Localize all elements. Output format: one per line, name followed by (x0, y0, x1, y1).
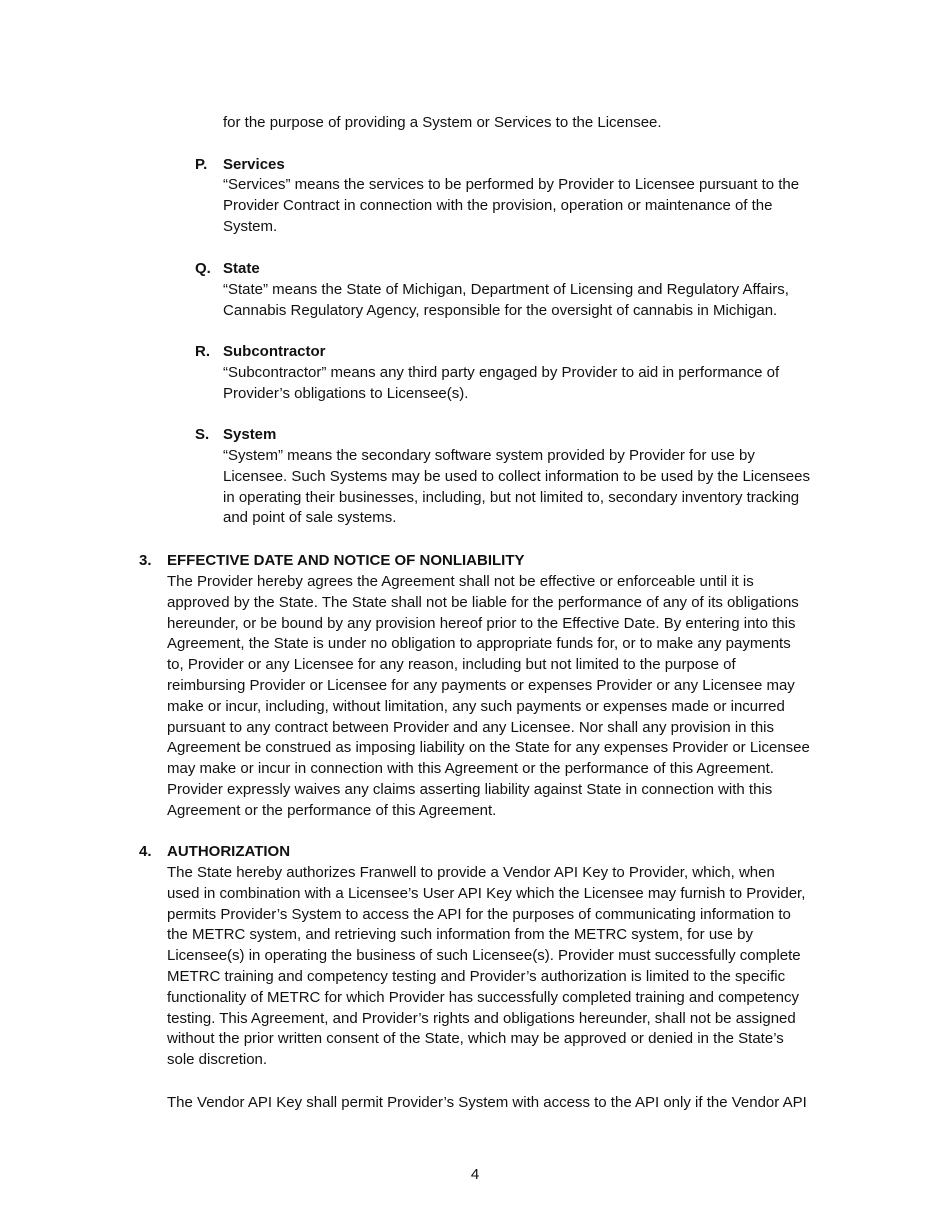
page-number: 4 (470, 1166, 480, 1183)
continuation-text: for the purpose of providing a System or Services to the Licensee. (223, 114, 662, 131)
section-paragraph: The Vendor API Key shall permit Provider’s System with access to the API only if the Vendor API (167, 1094, 807, 1111)
section-number: 3. (139, 552, 152, 569)
definition-marker: S. (195, 426, 210, 443)
definition-term: Services (223, 156, 285, 173)
section-title: EFFECTIVE DATE AND NOTICE OF NONLIABILITY (167, 552, 525, 569)
definition-term: Subcontractor (223, 343, 326, 360)
definition-marker: Q. (195, 260, 211, 277)
definition-term: System (223, 426, 277, 443)
section-paragraph: The State hereby authorizes Franwell to provide a Vendor API Key to Provider, which, when used in combination with a Licensee’s User API Key which the Licensee may furnish to Provider, permits Provider’s System to access the API for the purposes of communicating information to the METRC system, and retrieving such information from the METRC system, for use by Licensee(s) in operating the business of such Licensee(s). Provider must successfully complete METRC training and competency testing and Provider’s authorization is limited to the specific functionality of METRC for which Provider has successfully completed training and competency testing. This Agreement, and Provider’s rights and obligations hereunder, shall not be assigned without the prior written consent of the State, which may be approved or denied in the State’s sole discretion. (167, 864, 806, 1069)
definition-term: State (223, 260, 260, 277)
definition-text: “Services” means the services to be performed by Provider to Licensee pursuant to the Provider Contract in connection with the provision, operation or maintenance of the System. (223, 176, 800, 235)
definition-text: “Subcontractor” means any third party engaged by Provider to aid in performance of Provider’s obligations to Licensee(s). (223, 364, 780, 402)
definition-text: “State” means the State of Michigan, Department of Licensing and Regulatory Affairs, Cannabis Regulatory Agency, responsible for the oversight of cannabis in Michigan. (223, 281, 789, 319)
definition-text: “System” means the secondary software system provided by Provider for use by Licensee. Such Systems may be used to collect information to be used by the Licensees in operating their businesses, including, but not limited to, secondary inventory tracking and point of sale systems. (223, 447, 810, 527)
section-paragraph: The Provider hereby agrees the Agreement shall not be effective or enforceable until it is approved by the State. The State shall not be liable for the performance of any of its obligations hereunder, or be bound by any provision hereof prior to the Effective Date. By entering into this Agreement, the State is under no obligation to appropriate funds for, or to make any payments to, Provider or any Licensee for any reason, including but not limited to the purpose of reimbursing Provider or Licensee for any payments or expenses Provider or any Licensee may make or incur, including, without limitation, any such payments or expenses made or incurred pursuant to any contract between Provider and any Licensee. Nor shall any provision in this Agreement be construed as imposing liability on the State for any expenses Provider or Licensee may make or incur in connection with this Agreement or the performance of this Agreement. Provider expressly waives any claims asserting liability against State in connection with this Agreement or the performance of this Agreement. (167, 573, 810, 819)
definition-marker: R. (195, 343, 210, 360)
section-title: AUTHORIZATION (167, 843, 291, 860)
definition-marker: P. (195, 156, 208, 173)
section-number: 4. (139, 843, 152, 860)
